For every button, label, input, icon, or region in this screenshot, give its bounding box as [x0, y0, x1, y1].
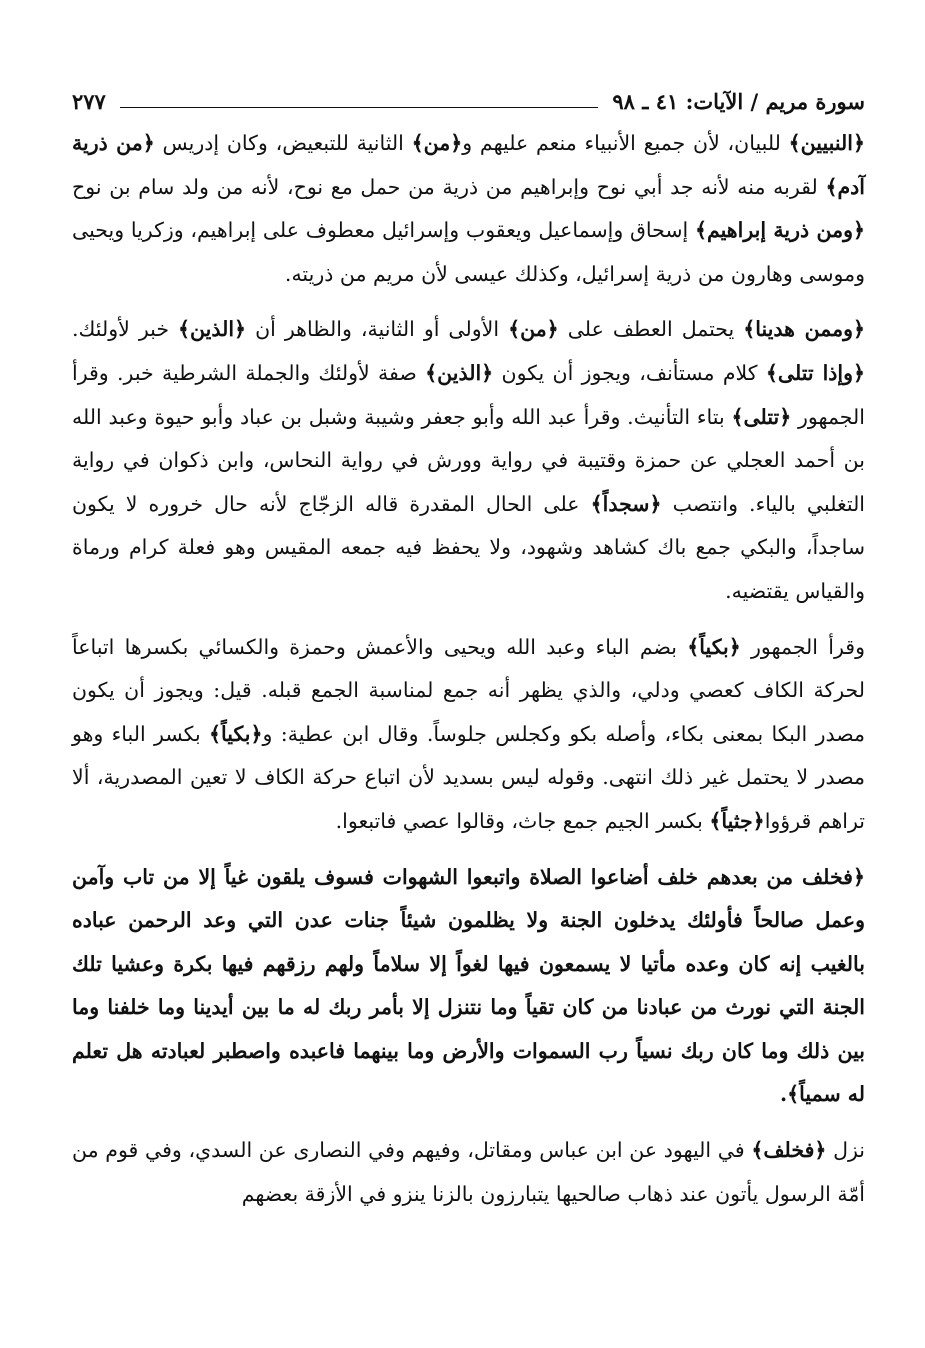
quoted-quran-word: ﴿تتلى﴾ — [731, 404, 792, 429]
commentary-paragraph: ﴿وممن هدينا﴾ يحتمل العطف على ﴿من﴾ الأولى أو الثانية، والظاهر أن ﴿الذين﴾ خبر لأولئك. ﴿وإذا تتلى﴾ كلام مستأنف، ويجوز أن يكون ﴿الذين﴾ صفة لأولئك والجملة الشرطية خبر. وقرأ الجمهور ﴿تتلى﴾ بتاء التأنيث. وقرأ عبد الله وأبو جعفر وشيبة وشبل بن عباد وأبو حيوة وعبد الله بن أحمد العجلي عن حمزة وقتيبة في رواية وورش في رواية النحاس، وابن ذكوان في رواية التغلبي بالياء. وانتصب ﴿سجداً﴾ على الحال المقدرة قاله الزجّاج لأنه حال خروره لا يكون ساجداً، والبكي جمع باك كشاهد وشهود، ولا يحفظ فيه جمعه المقيس وهو فعلة كرام ورماة والقياس يقتضيه. — [72, 317, 866, 603]
quoted-quran-word: ﴿وإذا تتلى﴾ — [765, 360, 865, 385]
quoted-quran-word: ﴿من﴾ — [508, 317, 559, 342]
quoted-quran-word: ﴿الذين﴾ — [425, 360, 494, 385]
commentary-paragraph: ﴿النبيين﴾ للبيان، لأن جميع الأنبياء منعم عليهم و﴿من﴾ الثانية للتبعيض، وكان إدريس ﴿من ذرية آدم﴾ لقربه منه لأنه جد أبي نوح وإبراهيم من ذرية من حمل مع نوح، لأنه من ولد سام بن نوح ﴿ومن ذرية إبراهيم﴾ إسحاق وإسماعيل ويعقوب وإسرائيل معطوف على إبراهيم، وزكريا ويحيى وموسى وهارون من ذرية إسرائيل، وكذلك عيسى لأن مريم من ذريته. — [72, 131, 865, 286]
quoted-quran-word: ﴿ومن ذرية إبراهيم﴾ — [694, 218, 865, 243]
quoted-quran-word: ﴿الذين﴾ — [178, 317, 247, 342]
surah-title: سورة مريم / الآيات: ٤١ ـ ٩٨ — [612, 89, 865, 114]
quoted-quran-word: ﴿بكياً﴾ — [209, 721, 263, 746]
book-page — [72, 84, 865, 1318]
commentary-paragraph: نزل ﴿فخلف﴾ في اليهود عن ابن عباس ومقاتل، وفيهم وفي النصارى عن السدي، وفي قوم من أمّة الرسول يأتون عند ذهاب صالحيها يتبارزون بالزنا ينزو في الأزقة بعضهم — [72, 1138, 865, 1206]
quoted-quran-word: ﴿سجداً﴾ — [590, 491, 662, 516]
header-rule — [120, 107, 599, 108]
page-body — [72, 122, 865, 1216]
quoted-quran-word: ﴿وممن هدينا﴾ — [743, 317, 865, 342]
running-header — [72, 84, 865, 120]
quoted-quran-word: ﴿جثياً﴾ — [709, 808, 765, 833]
quoted-quran-word: ﴿فخلف﴾ — [751, 1138, 827, 1163]
quoted-quran-word: ﴿النبيين﴾ — [788, 131, 865, 155]
commentary-paragraph: وقرأ الجمهور ﴿بكياً﴾ بضم الباء وعبد الله ويحيى والأعمش وحمزة والكسائي بكسرها اتباعاً لحركة الكاف كعصي ودلي، والذي يظهر أنه جمع لمناسبة الجمع قبله. قيل: ويجوز أن يكون مصدر البكا بمعنى بكاء، وأصله بكو وكجلس جلوساً. وقال ابن عطية: و﴿بكياً﴾ بكسر الباء وهو مصدر لا يحتمل غير ذلك انتهى. وقوله ليس بسديد لأن اتباع حركة الكاف لا تعين المصدرية، ألا تراهم قرؤوا﴿جثياً﴾ بكسر الجيم جمع جاث، وقالوا عصي فاتبعوا. — [72, 634, 865, 833]
quoted-quran-word: ﴿من ذرية آدم﴾ — [72, 131, 865, 199]
quran-verse-paragraph: ﴿فخلف من بعدهم خلف أضاعوا الصلاة واتبعوا الشهوات فسوف يلقون غياً إلا من تاب وآمن وعمل صالحاً فأولئك يدخلون الجنة ولا يظلمون شيئاً جنات عدن التي وعد الرحمن عباده بالغيب إنه كان وعده مأتيا لا يسمعون فيها لغواً إلا سلاماً ولهم رزقهم فيها بكرة وعشيا تلك الجنة التي نورث من عبادنا من كان تقياً وما نتنزل إلا بأمر ربك له ما بين أيدينا وما خلفنا وما بين ذلك وما كان ربك نسياً رب السموات والأرض وما بينهما فاعبده واصطبر لعبادته هل تعلم له سمياً﴾. — [72, 864, 865, 1107]
page-number: ٢٧٧ — [72, 89, 106, 114]
quoted-quran-word: ﴿بكياً﴾ — [687, 634, 741, 659]
quoted-quran-word: ﴿من﴾ — [411, 131, 463, 155]
